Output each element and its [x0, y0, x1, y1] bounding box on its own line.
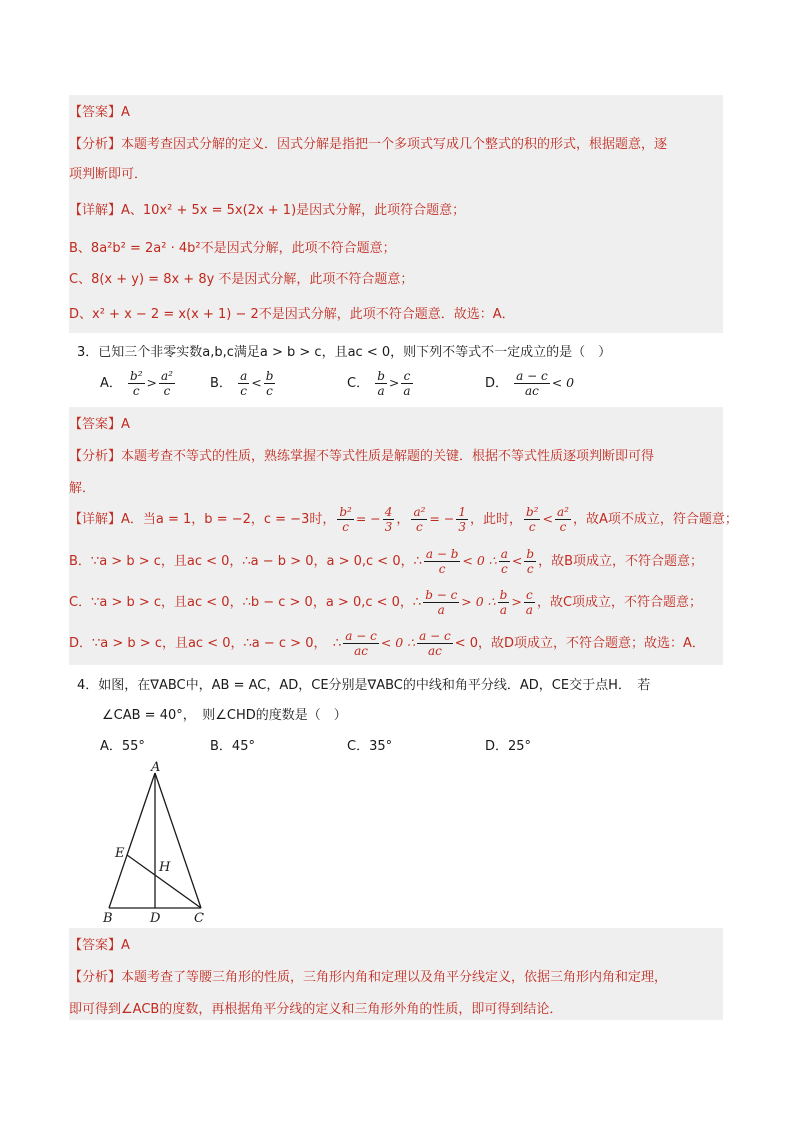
- denominator: c: [526, 562, 534, 576]
- analysis-tag: 【分析】: [69, 449, 122, 464]
- triangle-figure: [95, 760, 220, 925]
- operator: <: [251, 375, 262, 390]
- numerator: 1: [458, 505, 466, 519]
- analysis-line-2: 项判断即可．: [69, 167, 148, 182]
- detail-text: C．∵a > b > c，且ac < 0，∴b − c > 0，a > 0,c < 0，∴: [69, 595, 422, 610]
- solution-block-3: [69, 928, 723, 1020]
- numerator: a²: [556, 505, 569, 519]
- denominator: c: [500, 562, 508, 576]
- detail-line-d: [69, 629, 705, 658]
- detail-line: [69, 199, 465, 218]
- numerator: b²: [339, 505, 352, 519]
- fraction: [424, 547, 461, 576]
- fraction: [417, 629, 453, 658]
- detail-option-c: C、8(x + y) = 8x + 8y 不是因式分解，此项不符合题意；: [69, 272, 414, 287]
- fraction: [514, 369, 550, 398]
- fraction: [337, 505, 354, 534]
- question-4-line-2: ∠CAB = 40°， 则∠CHD的度数是（ ）: [102, 708, 347, 723]
- option-label: B．: [210, 376, 232, 391]
- numerator: c: [401, 369, 412, 384]
- numerator: a²: [413, 505, 426, 519]
- detail-text: D．∵a > b > c，且ac < 0，∴a − c > 0， ∴: [69, 636, 342, 651]
- answer-line: [69, 101, 130, 120]
- fraction: [383, 505, 395, 534]
- question-3-option-d: [485, 369, 574, 398]
- analysis-line-2: 解．: [69, 481, 96, 496]
- denominator: c: [266, 384, 273, 398]
- detail-text: ，故B项成立，不符合题意；: [538, 554, 703, 569]
- denominator: c: [559, 520, 567, 534]
- denominator: 3: [384, 520, 393, 534]
- fraction: [524, 505, 541, 534]
- detail-text: B．∵a > b > c，且ac < 0，∴a − b > 0，a > 0,c < 0，∴: [69, 554, 422, 569]
- analysis-line-1: [69, 445, 654, 464]
- answer-value: A: [121, 938, 130, 953]
- answer-tag: 【答案】: [69, 938, 122, 953]
- analysis-text-1: 本题考查因式分解的定义．因式分解是指把一个多项式写成几个整式的积的形式，根据题意，逐: [121, 137, 668, 152]
- vertex-label-c: C: [194, 911, 204, 925]
- inequality-rest: < 0: [551, 375, 575, 390]
- numerator: b²: [525, 505, 539, 519]
- detail-text: A．当a = 1，b = −2，c = −3时，: [121, 512, 336, 527]
- operator: >: [388, 375, 400, 390]
- operator: <: [542, 511, 553, 526]
- operator: = −: [429, 511, 455, 526]
- numerator: b: [526, 547, 535, 561]
- analysis-text-1: 本题考查了等腰三角形的性质，三角形内角和定理以及角平分线定义，依据三角形内角和定理，: [121, 970, 668, 985]
- numerator: b: [265, 369, 274, 383]
- question-4-option-b: B．45°: [210, 739, 255, 754]
- question-3-option-c: [347, 369, 415, 398]
- denominator: 3: [458, 520, 466, 534]
- analysis-line-1: [69, 133, 667, 152]
- solution-block-2: [69, 407, 738, 665]
- point-label-d: D: [150, 911, 161, 925]
- question-4-option-d: D．25°: [485, 739, 532, 754]
- detail-text: < 0，故D项成立，不符合题意；故选：A．: [454, 636, 705, 651]
- fraction: [524, 588, 535, 617]
- answer-line: [69, 413, 130, 432]
- denominator: c: [416, 520, 423, 534]
- numerator: a − c: [419, 629, 451, 643]
- denominator: ac: [427, 644, 442, 658]
- detail-option-b: B、8a²b² = 2a² · 4b²不是因式分解，此项不符合题意；: [69, 241, 396, 256]
- option-label: A．: [100, 376, 122, 391]
- numerator: 4: [384, 505, 393, 519]
- operator: < 0 ∴: [462, 553, 497, 568]
- vertex-label-b: B: [103, 911, 113, 925]
- fraction: [375, 369, 387, 398]
- option-label: D．: [485, 376, 509, 391]
- fraction: [401, 369, 412, 398]
- question-3-stem: 3．已知三个非零实数a,b,c满足a > b > c，且ac < 0，则下列不等式不一定成立的是（ ）: [77, 345, 612, 360]
- numerator: a: [240, 369, 248, 383]
- vertex-label-e: E: [115, 846, 125, 861]
- detail-text: ，故C项成立，不符合题意；: [536, 595, 703, 610]
- fraction: [524, 547, 536, 576]
- numerator: b − c: [425, 588, 458, 602]
- detail-line-c: [69, 588, 702, 617]
- denominator: ac: [354, 644, 368, 658]
- numerator: a − b: [425, 547, 459, 561]
- denominator: a: [499, 603, 508, 617]
- answer-tag: 【答案】: [69, 105, 122, 120]
- fraction: [423, 588, 459, 617]
- fraction: [264, 369, 276, 398]
- denominator: c: [438, 562, 446, 576]
- detail-line-a: [69, 505, 738, 534]
- denominator: c: [132, 384, 140, 398]
- denominator: a: [377, 384, 385, 398]
- analysis-text-1: 本题考查不等式的性质，熟练掌握不等式性质是解题的关键．根据不等式性质逐项判断即可得: [121, 449, 655, 464]
- fraction: [343, 629, 379, 658]
- numerator: b: [377, 369, 385, 383]
- detail-text: A、10x² + 5x = 5x(2x + 1)是因式分解，此项符合题意；: [121, 203, 466, 218]
- operator: <: [511, 553, 523, 568]
- detail-option-d: D、x² + x − 2 = x(x + 1) − 2不是因式分解，此项不符合题意．故选：A．: [69, 307, 515, 322]
- analysis-line-2: 即可得到∠ACB的度数，再根据角平分线的定义和三角形外角的性质，即可得到结论．: [69, 1002, 563, 1017]
- solution-block-1: [69, 95, 723, 333]
- fraction: [555, 505, 571, 534]
- analysis-tag: 【分析】: [69, 137, 122, 152]
- option-label: C．: [347, 376, 370, 391]
- operator: >: [146, 375, 158, 390]
- fraction: [238, 369, 249, 398]
- answer-tag: 【答案】: [69, 417, 122, 432]
- detail-line-b: [69, 547, 703, 576]
- detail-tag: 【详解】: [69, 203, 122, 218]
- denominator: c: [528, 520, 536, 534]
- numerator: a: [500, 547, 508, 561]
- fraction: [498, 588, 510, 617]
- side-ac: [155, 773, 201, 908]
- fraction: [456, 505, 468, 534]
- detail-text: ，故A项不成立，符合题意；: [572, 512, 738, 527]
- numerator: a − c: [516, 369, 548, 383]
- denominator: c: [342, 520, 349, 534]
- detail-tag: 【详解】: [69, 512, 122, 527]
- question-4-line-1: 4．如图，在∇ABC中，AB = AC，AD，CE分别是∇ABC的中线和角平分线．AD，CE交于点H． 若: [77, 678, 651, 693]
- question-4-option-c: C．35°: [347, 739, 393, 754]
- denominator: c: [240, 384, 247, 398]
- separator: ，: [396, 512, 410, 527]
- analysis-tag: 【分析】: [69, 970, 122, 985]
- denominator: a: [437, 603, 445, 617]
- point-label-h: H: [159, 860, 171, 875]
- denominator: a: [525, 603, 533, 617]
- answer-value: A: [121, 417, 130, 432]
- fraction: [128, 369, 145, 398]
- side-ab: [109, 773, 155, 908]
- detail-text: ，此时，: [469, 512, 522, 527]
- operator: = −: [355, 511, 381, 526]
- analysis-line-1: [69, 966, 667, 985]
- numerator: a²: [161, 369, 173, 383]
- operator: > 0 ∴: [461, 594, 496, 609]
- numerator: b²: [130, 369, 143, 383]
- question-3-option-a: [100, 369, 177, 398]
- vertex-label-a: A: [151, 760, 161, 775]
- question-4-option-a: A．55°: [100, 739, 145, 754]
- denominator: c: [163, 384, 171, 398]
- fraction: [499, 547, 510, 576]
- fraction: [159, 369, 175, 398]
- operator: >: [511, 594, 522, 609]
- numerator: b: [499, 588, 508, 602]
- denominator: ac: [525, 384, 539, 398]
- fraction: [411, 505, 427, 534]
- operator: < 0 ∴: [380, 635, 416, 650]
- denominator: a: [403, 384, 411, 398]
- question-3-option-b: [210, 369, 277, 398]
- answer-value: A: [121, 105, 130, 120]
- numerator: a − c: [345, 629, 377, 643]
- numerator: c: [524, 588, 535, 603]
- answer-line: [69, 934, 130, 953]
